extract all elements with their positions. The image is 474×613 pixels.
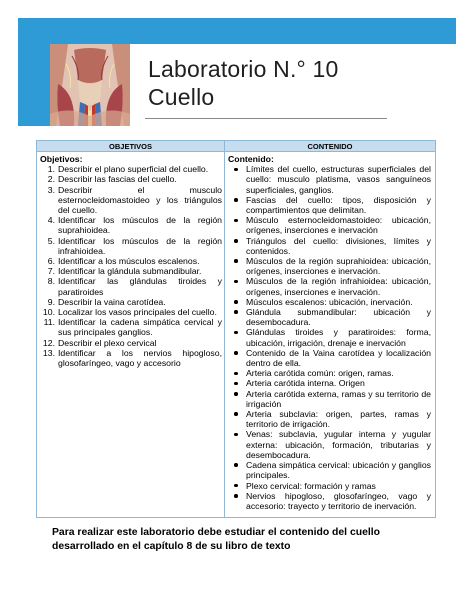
- bullet-icon: [234, 198, 238, 202]
- study-note: Para realizar este laboratorio debe estudiar el contenido del cuello desarrollado en el capítulo 8 de su libro de texto: [52, 527, 380, 552]
- header-contenido: CONTENIDO: [307, 142, 353, 151]
- content-item: [228, 409, 431, 429]
- objective-text: Describir el musculo esternocleidomastoideo y los triángulos del cuello.: [58, 184, 222, 216]
- content-item: [228, 429, 431, 460]
- content-text: Músculos de la región infrahioidea: ubicación, orígenes, inserciones e inervación.: [246, 276, 431, 297]
- objective-item: [40, 348, 222, 368]
- content-item: [228, 256, 431, 276]
- content-item: [228, 164, 431, 195]
- bullet-icon: [234, 372, 238, 376]
- content-item: [228, 378, 431, 388]
- objective-text: Describir la vaina carotídea.: [58, 296, 166, 307]
- contenido-title: Contenido:: [228, 154, 274, 164]
- bullet-icon: [234, 280, 238, 284]
- content-item: [228, 297, 431, 307]
- objective-number: 8.: [47, 276, 55, 287]
- objective-text: Localizar los vasos principales del cuello.: [58, 307, 217, 318]
- objective-number: 6.: [47, 256, 55, 267]
- objetivos-title: Objetivos:: [40, 154, 83, 164]
- content-item: [228, 460, 431, 480]
- objective-number: 7.: [47, 266, 55, 277]
- column-divider: [224, 141, 225, 517]
- content-item: [228, 348, 431, 368]
- objective-number: 2.: [47, 174, 55, 185]
- content-item: [228, 195, 431, 215]
- objective-item: [40, 236, 222, 256]
- title-panel: [130, 44, 456, 126]
- content-text: Contenido de la Vaina carotídea y localización dentro de ella.: [246, 347, 431, 369]
- objective-item: [40, 256, 222, 266]
- contenido-list: [228, 164, 431, 511]
- content-item: [228, 481, 431, 491]
- content-item: [228, 368, 431, 378]
- objective-item: [40, 174, 222, 184]
- objective-text: Describir el plexo cervical: [58, 337, 157, 348]
- objective-item: [40, 276, 222, 296]
- content-text: Límites del cuello, estructuras superficiales del cuello: musculo platisma, vasos sanguíneos superficiales, ganglios.: [246, 164, 431, 195]
- objective-item: [40, 266, 222, 276]
- objective-number: 13.: [42, 347, 55, 358]
- objective-number: 3.: [47, 184, 55, 195]
- content-text: Cadena simpática cervical: ubicación y ganglios principales.: [246, 460, 431, 481]
- objective-item: [40, 297, 222, 307]
- content-text: Plexo cervical: formación y ramas: [246, 480, 376, 491]
- objetivos-column: [40, 154, 222, 368]
- header-objetivos: OBJETIVOS: [109, 142, 152, 151]
- bullet-icon: [234, 219, 238, 223]
- content-text: Venas: subclavia, yugular interna y yugular externa: ubicación, formación, tributarias y desembocadura.: [246, 429, 431, 460]
- content-item: [228, 276, 431, 296]
- objective-text: Describir el plano superficial del cuello.: [58, 164, 209, 175]
- bullet-icon: [234, 412, 238, 416]
- content-text: Glándula submandibular: ubicación y desembocadura.: [246, 307, 431, 328]
- objective-text: Identificar la cadena simpática cervical y sus principales ganglios.: [58, 317, 222, 338]
- bullet-icon: [234, 300, 238, 304]
- objective-text: Identificar a los músculos escalenos.: [58, 256, 200, 267]
- content-text: Arteria carótida común: origen, ramas.: [246, 368, 394, 379]
- objective-text: Identificar a los nervios hipogloso, glosofaríngeo, vago y accesorio: [58, 347, 222, 369]
- objective-number: 12.: [42, 337, 55, 348]
- bullet-icon: [234, 463, 238, 467]
- bullet-icon: [234, 392, 238, 396]
- objective-number: 5.: [47, 235, 55, 246]
- objective-text: Describir las fascias del cuello.: [58, 174, 177, 185]
- objective-item: [40, 338, 222, 348]
- content-text: Triángulos del cuello: divisiones, límites y contenidos.: [246, 235, 431, 256]
- objective-number: 1.: [47, 164, 55, 175]
- objective-item: [40, 317, 222, 337]
- content-item: [228, 307, 431, 327]
- content-text: Músculos de la región suprahioidea: ubicación, orígenes, inserciones e inervación.: [246, 256, 431, 277]
- bullet-icon: [234, 259, 238, 263]
- content-text: Arteria carótida externa, ramas y su territorio de irrigación: [246, 388, 431, 409]
- bullet-icon: [234, 168, 238, 172]
- objetivos-list: [40, 164, 222, 368]
- objective-item: [40, 215, 222, 235]
- objective-item: [40, 164, 222, 174]
- content-item: [228, 236, 431, 256]
- objective-number: 9.: [47, 296, 55, 307]
- bullet-icon: [234, 239, 238, 243]
- content-item: [228, 215, 431, 235]
- bullet-icon: [234, 382, 238, 386]
- title-underline: [145, 118, 387, 119]
- content-text: Nervios hipogloso, glosofaríngeo, vago y accesorio: trayecto y territorio de inervación.: [246, 490, 431, 511]
- bullet-icon: [234, 484, 238, 488]
- objective-item: [40, 307, 222, 317]
- content-text: Músculos escalenos: ubicación, inervación.: [246, 296, 413, 307]
- content-text: Arteria subclavia: origen, partes, ramas y territorio de irrigación.: [246, 409, 431, 430]
- objective-text: Identificar las glándulas tiroides y paratiroides: [58, 276, 222, 297]
- content-item: [228, 389, 431, 409]
- contenido-column: [228, 154, 431, 511]
- document-title: Laboratorio N.° 10: [148, 56, 339, 82]
- neck-anatomy-illustration: [50, 44, 130, 126]
- document-subtitle: Cuello: [148, 84, 215, 110]
- objectives-content-table: [36, 140, 436, 518]
- bullet-icon: [234, 433, 238, 437]
- content-text: Músculo esternocleidomastoideo: ubicación, orígenes, inserciones e inervación: [246, 215, 431, 236]
- objective-text: Identificar los músculos de la región suprahioidea.: [58, 215, 222, 236]
- content-text: Arteria carótida interna. Origen: [246, 378, 365, 389]
- bullet-icon: [234, 494, 238, 498]
- objective-text: Identificar la glándula submandibular.: [58, 266, 202, 277]
- bullet-icon: [234, 351, 238, 355]
- content-item: [228, 327, 431, 347]
- objective-number: 10.: [42, 307, 55, 318]
- objective-text: Identificar los músculos de la región infrahioidea.: [58, 235, 222, 256]
- content-text: Glándulas tiroides y paratiroides: forma, ubicación, irrigación, drenaje e inervación: [246, 327, 431, 348]
- objective-number: 4.: [47, 215, 55, 226]
- objective-number: 11.: [43, 317, 55, 328]
- bullet-icon: [234, 331, 238, 335]
- content-text: Fascias del cuello: tipos, disposición y compartimientos que delimitan.: [246, 194, 431, 216]
- objective-item: [40, 185, 222, 216]
- content-item: [228, 491, 431, 511]
- bullet-icon: [234, 310, 238, 314]
